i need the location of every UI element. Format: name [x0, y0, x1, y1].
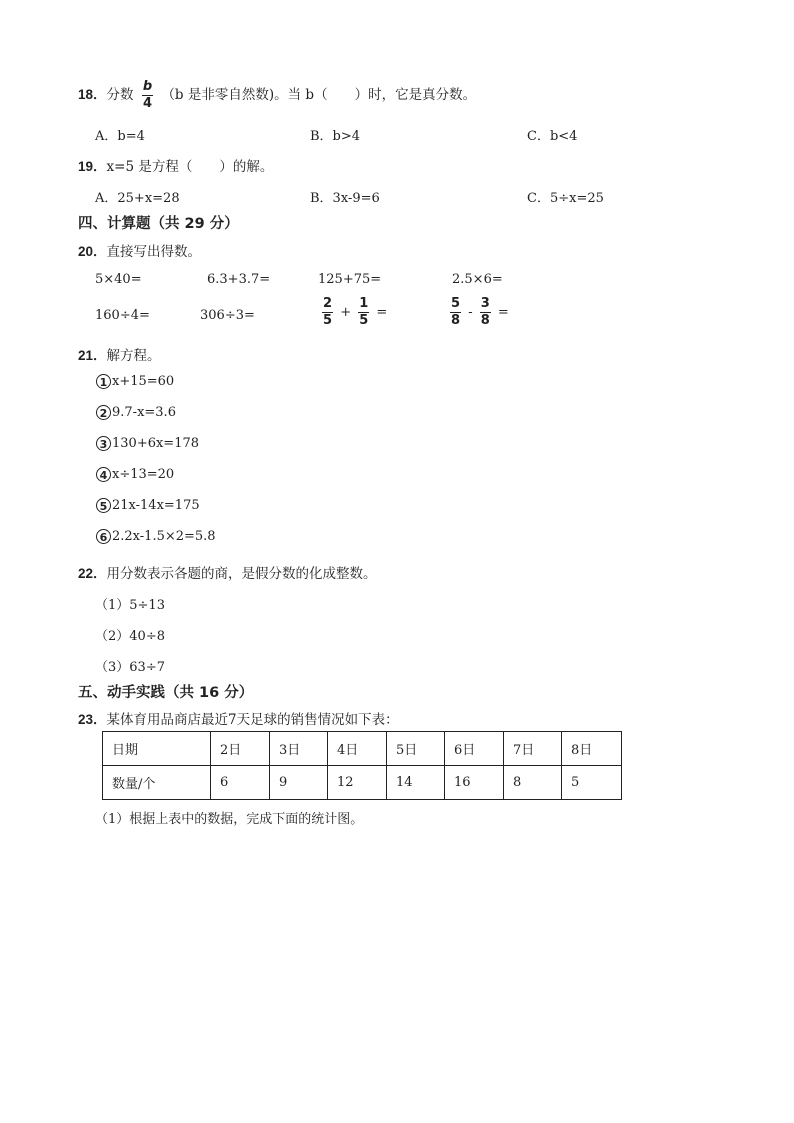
option-a[interactable]: A．25+x=28: [95, 191, 180, 206]
table-cell: 12: [328, 766, 387, 800]
fraction-sum-item: [322, 297, 387, 328]
table-cell: 8: [504, 766, 562, 800]
table-cell: 14: [387, 766, 445, 800]
question-23: [78, 708, 399, 728]
equation: 21x-14x=175: [112, 498, 200, 513]
question-text: 用分数表示各题的商，是假分数的化成整数。: [106, 566, 377, 582]
table-row-counts: [103, 766, 622, 800]
question-20: [78, 240, 201, 260]
fraction-difference-item: [450, 297, 509, 328]
section-heading-5: 五、动手实践（共 16 分）: [78, 685, 254, 701]
row-header: 数量/个: [103, 766, 211, 800]
equation: x÷13=20: [112, 467, 175, 482]
circled-number-2: 2: [96, 405, 111, 420]
equation: 9.7-x=3.6: [112, 405, 176, 420]
calc-item: 125+75=: [318, 272, 382, 287]
calc-item: 306÷3=: [200, 308, 255, 323]
fraction-denominator: 8: [480, 313, 490, 328]
option-b[interactable]: B．b>4: [310, 129, 361, 144]
question-number: 18．: [78, 87, 107, 102]
fraction-numerator: 2: [323, 296, 333, 311]
equation-item: [96, 405, 176, 420]
section-heading-4: 四、计算题（共 29 分）: [78, 216, 239, 232]
fraction: [450, 297, 461, 328]
circled-number-4: 4: [96, 467, 111, 482]
question-text-pre: 分数: [106, 87, 134, 103]
table-cell: 6: [211, 766, 270, 800]
equation: 130+6x=178: [112, 436, 200, 451]
question-text-post: （b 是非零自然数)。当 b（ ）时，它是真分数。: [161, 87, 477, 103]
fraction-numerator: 1: [359, 296, 369, 311]
question-number: 22．: [78, 566, 107, 581]
operator: -: [468, 305, 473, 320]
option-c[interactable]: C．b<4: [527, 129, 578, 144]
question-18: [78, 80, 476, 111]
operator: +: [340, 305, 352, 320]
sub-item: （2）40÷8: [95, 629, 165, 644]
option-c[interactable]: C．5÷x=25: [527, 191, 604, 206]
sales-table: [102, 731, 622, 800]
calc-item: 5×40=: [95, 272, 142, 287]
table-cell: 8日: [562, 732, 622, 766]
equation: 2.2x-1.5×2=5.8: [112, 529, 216, 544]
table-cell: 16: [445, 766, 504, 800]
fraction-numerator: b: [142, 79, 153, 94]
table-cell: 7日: [504, 732, 562, 766]
question-22: [78, 562, 377, 582]
fraction-numerator: 3: [480, 296, 490, 311]
equation-item: [96, 467, 174, 482]
question-number: 19．: [78, 159, 107, 174]
sub-question-1: （1）根据上表中的数据，完成下面的统计图。: [95, 812, 364, 827]
row-header: 日期: [103, 732, 211, 766]
table-cell: 3日: [270, 732, 328, 766]
option-a[interactable]: A．b=4: [95, 129, 145, 144]
fraction-denominator: 5: [359, 313, 369, 328]
question-21: [78, 344, 161, 364]
fraction-b-over-4: [142, 80, 153, 111]
calc-item: 2.5×6=: [452, 272, 503, 287]
circled-number-5: 5: [96, 498, 111, 513]
table-cell: 4日: [328, 732, 387, 766]
equals-sign: =: [497, 305, 509, 320]
fraction-denominator: 5: [323, 313, 333, 328]
question-text: 某体育用品商店最近7天足球的销售情况如下表：: [106, 712, 399, 728]
table-cell: 5日: [387, 732, 445, 766]
fraction-denominator: 4: [142, 96, 152, 111]
question-text: 解方程。: [106, 348, 161, 364]
question-number: 23．: [78, 712, 107, 727]
calc-item: 6.3+3.7=: [207, 272, 271, 287]
table-cell: 2日: [211, 732, 270, 766]
option-b[interactable]: B．3x-9=6: [310, 191, 380, 206]
calc-item: 160÷4=: [95, 308, 150, 323]
question-number: 20．: [78, 244, 107, 259]
circled-number-1: 1: [96, 374, 111, 389]
circled-number-3: 3: [96, 436, 111, 451]
fraction: [322, 297, 333, 328]
equation-item: [96, 529, 216, 544]
fraction: [480, 297, 491, 328]
sub-item: （1）5÷13: [95, 598, 165, 613]
sub-item: （3）63÷7: [95, 660, 165, 675]
table-cell: 9: [270, 766, 328, 800]
question-text: x=5 是方程（ ）的解。: [106, 159, 274, 175]
equation: x+15=60: [112, 374, 175, 389]
question-19: [78, 155, 273, 175]
equation-item: [96, 374, 174, 389]
fraction: [358, 297, 369, 328]
table-cell: 5: [562, 766, 622, 800]
table-cell: 6日: [445, 732, 504, 766]
question-text: 直接写出得数。: [106, 244, 202, 260]
fraction-numerator: 5: [451, 296, 461, 311]
question-number: 21．: [78, 348, 107, 363]
circled-number-6: 6: [96, 529, 111, 544]
equals-sign: =: [376, 305, 388, 320]
fraction-denominator: 8: [451, 313, 461, 328]
equation-item: [96, 436, 199, 451]
equation-item: [96, 498, 200, 513]
table-row-dates: [103, 732, 622, 766]
